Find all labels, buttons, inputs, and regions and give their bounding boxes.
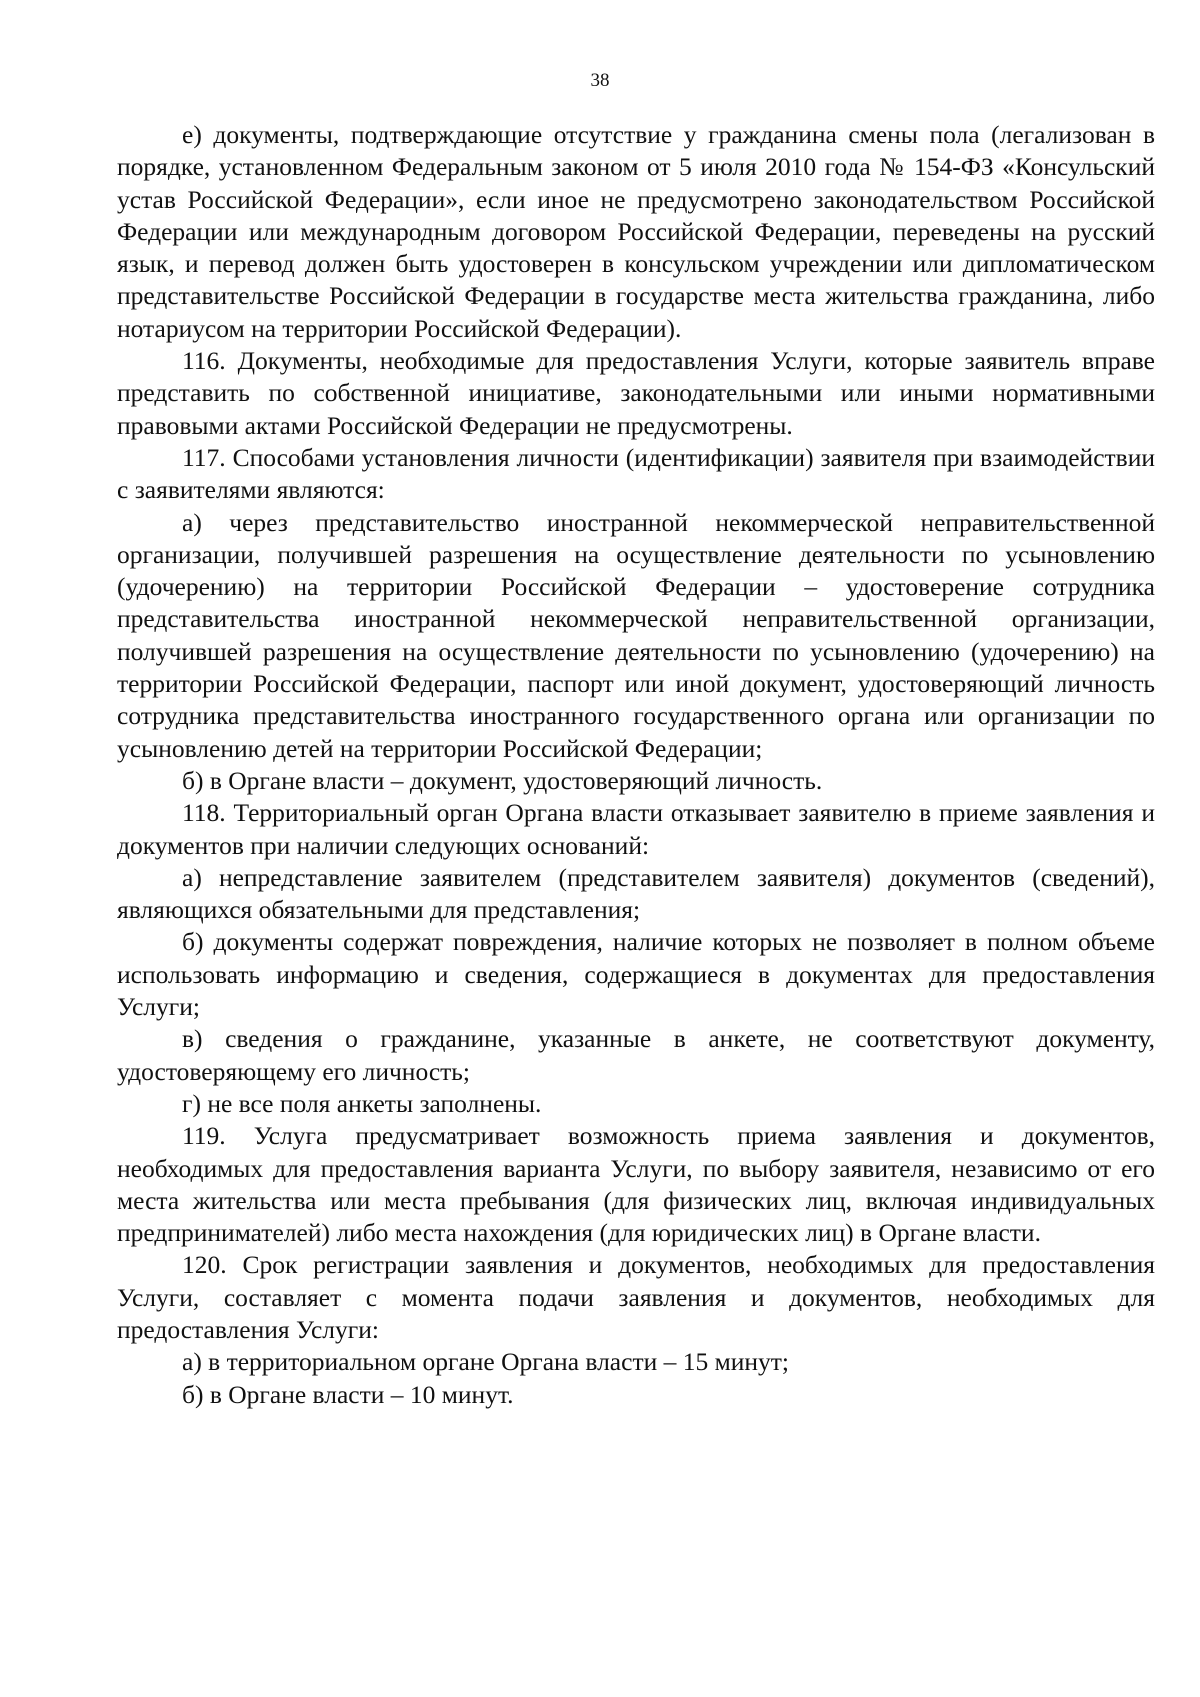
paragraph-118: 118. Территориальный орган Органа власти отказывает заявителю в приеме заявления и документов при наличии следующих оснований:	[117, 798, 1155, 860]
paragraph-120: 120. Срок регистрации заявления и документов, необходимых для предоставления Услуги, составляет с момента подачи заявления и документов, необходимых для предоставления Услуги:	[117, 1250, 1155, 1344]
paragraph-118-item-a: а) непредставление заявителем (представителем заявителя) документов (сведений), являющихся обязательными для представления;	[117, 862, 1155, 925]
paragraph-120-item-b: б) в Органе власти – 10 минут.	[182, 1379, 514, 1409]
paragraph-118-item-g: г) не все поля анкеты заполнены.	[182, 1088, 542, 1118]
paragraph-item-e-documents: е) документы, подтверждающие отсутствие у гражданина смены пола (легализован в порядке, установленном Федеральным законом от 5 июля 2010 года № 154-ФЗ «Консульский устав Российской Федерации», если иное не предусмотрено законодательством Российской Федерации или международным договором Российской Федерации, переведены на русский язык, и перевод должен быть удостоверен в консульском учреждении или дипломатическом представительстве Российской Федерации в государстве места жительства гражданина, либо нотариусом на территории Российской Федерации).	[117, 120, 1155, 343]
paragraph-117-item-a: а) через представительство иностранной некоммерческой неправительственной организации, получившей разрешения на осуществление деятельности по усыновлению (удочерению) на территории Российской Федерации – удостоверение сотрудника представительства иностранной некоммерческой неправительственной организации, получившей разрешения на осуществление деятельности по усыновлению (удочерению) на территории Российской Федерации, паспорт или иной документ, удостоверяющий личность сотрудника представительства иностранного государственного органа или организации по усыновлению детей на территории Российской Федерации;	[117, 507, 1155, 763]
page-number: 38	[590, 70, 610, 91]
paragraph-117-item-b: б) в Органе власти – документ, удостоверяющий личность.	[182, 765, 823, 795]
paragraph-118-item-v: в) сведения о гражданине, указанные в анкете, не соответствуют документу, удостоверяющему его личность;	[117, 1024, 1155, 1086]
paragraph-116: 116. Документы, необходимые для предоставления Услуги, которые заявитель вправе представить по собственной инициативе, законодательными или иными нормативными правовыми актами Российской Федерации не предусмотрены.	[117, 346, 1155, 440]
paragraph-117: 117. Способами установления личности (идентификации) заявителя при взаимодействии с заявителями являются:	[117, 442, 1155, 505]
paragraph-118-item-b: б) документы содержат повреждения, наличие которых не позволяет в полном объеме использовать информацию и сведения, содержащиеся в документах для предоставления Услуги;	[117, 927, 1155, 1022]
paragraph-120-item-a: а) в территориальном органе Органа власти – 15 минут;	[182, 1347, 790, 1377]
document-body	[117, 119, 1155, 1411]
paragraph-119: 119. Услуга предусматривает возможность приема заявления и документов, необходимых для предоставления варианта Услуги, по выбору заявителя, независимо от его места жительства или места пребывания (для физических лиц, включая индивидуальных предпринимателей) либо места нахождения (для юридических лиц) в Органе власти.	[117, 1121, 1155, 1248]
